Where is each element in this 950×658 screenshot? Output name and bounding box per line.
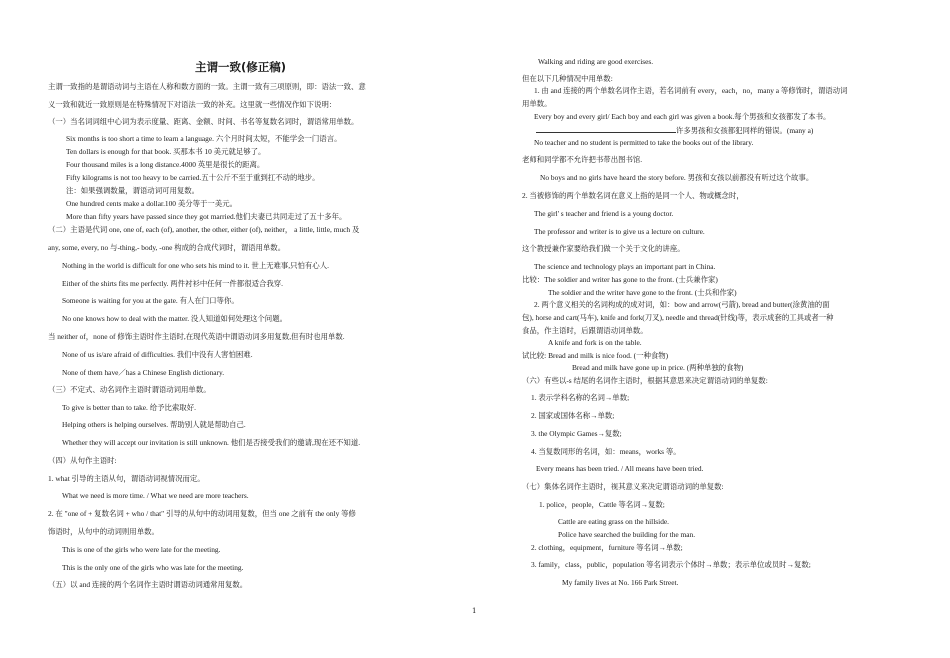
text-line [62,261,329,271]
text-line-content: Police have searched the building for the man. [558,530,696,539]
page-number: 1 [472,607,477,615]
text-line-content: No teacher and no student is permitted to take the books out of the library. [534,138,754,147]
text-line-content: Whether they will accept our invitation is still unknown. 他们是否接受我们的邀请,现在还不知道. [62,438,361,447]
text-line-content: 义一致和就近一致原则是在特殊情况下对语法一致的补充。这里就一些情况作如下说明： [48,100,337,109]
text-line [562,578,678,588]
text-line [522,313,834,323]
text-line-content: 3. the Olympic Games→复数; [531,429,622,438]
text-line-content: Someone is waiting for you at the gate. 有人在门口等你。 [62,296,239,305]
text-line [539,500,665,510]
text-line [531,447,681,457]
text-line-content: any, some, every, no 与-thing,- body, -one 构成的合成代词时，谓语用单数。 [48,243,286,252]
text-line [62,368,224,378]
text-line-content: 1. 由 and 连接的两个单数名词作主语，若名词前有 every，each，no，many a 等修饰时，谓语动词 [534,86,848,95]
text-line [48,456,117,466]
text-line-content: Cattle are eating grass on the hillside. [558,517,670,526]
text-line-content: None of us is/are afraid of difficulties. 我们中没有人害怕困难. [62,350,253,359]
text-line-content: 1. police，people，Cattle 等名词→复数; [539,500,665,509]
text-line [48,243,285,253]
text-line-content: Every means has been tried. / All means have been tried. [536,464,704,473]
text-line [48,225,359,235]
text-line-content: 当 neither of，none of 修饰主语时作主语时,在现代英语中谓语动词多用复数,但有时也用单数. [48,332,345,341]
text-line-content: More than fifty years have passed since they got married.他们夫妻已共同走过了五十多年。 [66,212,347,221]
text-line [534,262,715,272]
text-line [62,279,283,289]
text-line [558,517,669,527]
text-line [531,543,683,553]
text-line-content: The science and technology plays an important part in China. [534,262,716,271]
text-line-content: 试比较: Bread and milk is nice food. (一种食物) [522,351,669,360]
text-line-content: The girl' s teacher and friend is a young doctor. [534,209,674,218]
text-line [62,403,196,413]
text-line-content: Four thousand miles is a long distance.4000 英里是很长的距离。 [66,160,265,169]
text-line-content: 但在以下几种情况中用单数: [522,74,613,83]
text-line-content: （二）主语是代词 one, one of, each (of), another, the other, either (of), neither， a little, little, much 及 [48,225,360,234]
text-line [62,314,287,324]
text-line-content: 2. 国家或国体名称→单数; [531,411,615,420]
text-line [531,411,614,421]
text-line-content: The soldier and the writer have gone to the front. (士兵和作家) [548,288,737,297]
text-line-content: 注：如果强调数量，谓语动词可用复数。 [66,186,200,195]
text-line [536,464,703,474]
text-line-content: （七）集体名词作主语时，视其意义来决定谓语动词的单复数: [522,482,724,491]
text-line-content: 食品，作主语时，后跟谓语动词单数。 [522,326,648,335]
text-line [522,244,685,254]
text-line [572,363,743,373]
text-line [522,99,552,109]
text-line [62,438,360,448]
text-line-content: 用单数。 [522,99,552,108]
text-line [62,350,253,360]
text-line [48,474,205,484]
text-line-content: Nothing in the world is difficult for one who sets his mind to it. 世上无难事,只怕有心人. [62,261,329,270]
text-line [536,125,813,136]
text-line [48,509,356,519]
text-line-content: （三）不定式、动名词作主语时谓语动词用单数。 [48,385,211,394]
text-line-content: 3. family，class，public，population 等名词表示个体时→单数；表示单位或员时→复数; [531,560,811,569]
text-line [534,209,673,219]
text-line [531,560,811,570]
text-line-content: 2. 当被修饰的两个单数名词在意义上指的是同一个人、物或概念时， [522,191,744,200]
text-line-content: One hundred cents make a dollar.100 美分等于一美元。 [66,199,237,208]
text-line [548,288,737,298]
text-line [62,545,220,555]
text-line [66,212,346,222]
text-line [66,134,341,144]
text-line [66,199,237,209]
text-line-content: 4. 当复数同形的名词，如：means，works 等。 [531,447,681,456]
text-line [66,147,265,157]
text-line [66,160,264,170]
text-line [540,173,813,183]
document-title: 主谓一致(修正稿) [195,60,287,74]
text-line-content: Fifty kilograms is not too heavy to be carried.五十公斤不至于重到扛不动的地步。 [66,173,320,182]
text-line-content: My family lives at No. 166 Park Street. [562,578,679,587]
text-line-content: What we need is more time. / What we need are more teachers. [62,491,249,500]
text-line-content: To give is better than to take. 给予比索取好. [62,403,196,412]
text-line [522,482,724,492]
text-line-content: 许多男孩和女孩都犯同样的错误。(many a) [676,126,814,135]
text-line [522,155,642,165]
text-line [48,117,358,127]
text-line-content: No one knows how to deal with the matter. 没人知道如何处理这个问题。 [62,314,287,323]
text-line-content: 1. what 引导的主语从句，谓语动词视情况而定。 [48,474,205,483]
text-line [522,376,768,386]
text-line-content: Bread and milk have gone up in price. (两种单独的食物) [572,363,744,372]
text-line-content: 比较：The soldier and writer has gone to the front. (士兵兼作家) [522,275,718,284]
text-line-content: Helping others is helping ourselves. 帮助别人就是帮助自己. [62,420,246,429]
text-line [66,186,199,196]
text-line [62,563,243,573]
text-line [534,86,847,96]
text-line [522,326,648,336]
text-line [548,338,642,348]
text-line [522,275,718,285]
text-line-content: None of them have／has a Chinese English dictionary. [62,368,225,377]
text-line-content: （四）从句作主语时: [48,456,117,465]
text-line-content: Either of the shirts fits me perfectly. 两件衬衫中任何一件都很适合我穿. [62,279,284,288]
text-line-content: No boys and no girls have heard the story before. 男孩和女孩以前都没有听过这个故事。 [540,173,814,182]
text-line-content: （一）当名词词组中心词为表示度量、距离、金额、时间、书名等复数名词时，谓语常用单数。 [48,117,359,126]
text-line-content: 2. 两个意义相关的名词构成的成对词，如：bow and arrow(弓箭), bread and butter(涂黄油的面 [534,300,830,309]
text-line-content: This is one of the girls who were late for the meeting. [62,545,221,554]
text-line [534,227,705,237]
text-line-content: （六）有些以-s 结尾的名词作主语时，根据其意思来决定谓语动词的单复数: [522,376,768,385]
text-line-content: （五）以 and 连接的两个名词作主语时谓语动词通常用复数。 [48,580,248,589]
text-line [48,580,247,590]
text-line [534,112,830,122]
text-line [48,100,336,110]
text-line [48,82,366,92]
text-line-content: A knife and fork is on the table. [548,338,642,347]
text-line-content: This is the only one of the girls who was late for the meeting. [62,563,244,572]
text-line-content: The professor and writer is to give us a lecture on culture. [534,227,705,236]
text-line-content: 老师和同学都不允许把书带出图书馆. [522,155,643,164]
text-line [48,332,345,342]
text-line [531,429,622,439]
text-line-content: 饰语时，从句中的动词则用单数。 [48,527,159,536]
text-line [62,420,246,430]
text-line [62,491,249,501]
text-line-content: 2. 在 "one of + 复数名词 + who / that" 引导的从句中的动词用复数，但当 one 之前有 the only 等修 [48,509,356,518]
text-line-content: 1. 表示学科名称的名词→单数; [531,393,630,402]
text-line [522,351,668,361]
text-line [522,74,613,84]
text-line [66,173,320,183]
text-line [48,385,211,395]
text-line [558,530,695,540]
text-line-content: 这个教授兼作家要给我们做一个关于文化的讲座。 [522,244,685,253]
text-line-content: Walking and riding are good exercises. [538,57,654,66]
text-line [522,191,744,201]
text-line [62,296,239,306]
text-line [534,300,830,310]
text-line-content: 2. clothing，equipment，furniture 等名词→单数; [531,543,683,552]
fill-in-blank [536,125,676,133]
text-line-content: 包), horse and cart(马车), knife and fork(刀叉), needle and thread(针线)等，表示成套的工具或者一种 [522,313,834,322]
text-line-content: Six months is too short a time to learn a language. 六个月时间太短，不能学会一门语言。 [66,134,342,143]
text-line-content: 主谓一致指的是谓语动词与主语在人称和数方面的一致。主谓一致有三项原则，即：语法一致、意 [48,82,366,91]
text-line-content: Every boy and every girl/ Each boy and each girl was given a book.每个男孩和女孩都发了本书。 [534,112,831,121]
text-line [531,393,629,403]
text-line [534,138,753,148]
text-line-content: Ten dollars is enough for that book. 买那本书 10 美元就足够了。 [66,147,266,156]
text-line [48,527,159,537]
text-line [538,57,653,67]
